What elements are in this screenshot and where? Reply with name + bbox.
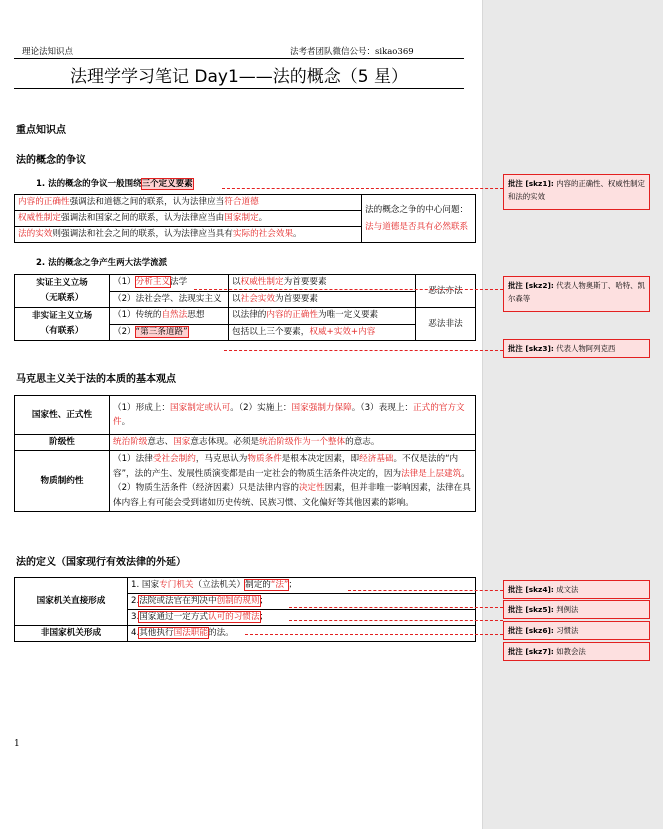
comment-tag: 批注 [skz1]:: [508, 179, 554, 188]
t4-line-2: 2.法院或法官在判决中创制的规则；: [128, 594, 476, 610]
positivism-label: [15, 275, 110, 308]
t4-l4-r: 国法职能: [173, 628, 208, 638]
analytical-school-suffix: 法学: [170, 277, 188, 288]
t4-l3-box: [139, 612, 259, 622]
t3-p2b: 因素，但并非唯一影响因素，法律在具体内容上有可能会受到诸如历史传统、民族习惯、文化偏好等其他因素的影响。: [113, 483, 471, 508]
table1-r2a: 权威性制定: [18, 213, 61, 223]
title-rule: [14, 88, 464, 89]
comment-tag: 批注 [skz3]:: [508, 344, 554, 353]
item1-prefix: 1. 法的概念的争议一般围绕: [36, 179, 142, 189]
comment-skz6[interactable]: [503, 621, 650, 640]
header-left: 理论法知识点: [22, 47, 74, 57]
connector-7: [245, 634, 503, 635]
item2-heading: 2. 法的概念之争产生两大法学流派: [36, 258, 168, 268]
t3-content-3: [110, 451, 476, 512]
np-d1-a: 以法律的: [232, 310, 267, 321]
non-positivism-label: [15, 308, 110, 341]
table1-r3b: 则强调法和社会之间的联系，认为法律应当具有: [52, 229, 233, 239]
connector-4: [348, 590, 503, 591]
t3-r1-c: 。（3）表现上：: [351, 403, 414, 413]
np-s1-b: 思想: [187, 310, 205, 321]
positivism-desc-2: [229, 291, 416, 308]
t4-line-1: 1. 国家专门机关（立法机关）制定的“法”；: [128, 578, 476, 594]
connector-3: [224, 350, 503, 351]
nonpos-school-2: [110, 324, 229, 341]
subsection-heading-1: 法的概念的争议: [16, 155, 86, 166]
t4-l4-b: 其他执行: [139, 628, 174, 638]
t4-label-1: 国家机关直接形成: [15, 578, 128, 626]
t3-p1c: 是根本决定因素，即: [281, 454, 360, 464]
t4-l3-r: 认可的习惯法: [207, 612, 260, 622]
comment-text: 内容的正确性、权威性制定和法的实效: [508, 179, 645, 201]
t3-p2r: 决定性: [298, 483, 325, 493]
t3-r2-b: 意志体现。必须是: [190, 437, 260, 447]
law-definition-table: [14, 577, 476, 642]
comment-text: 代表人物阿列克西: [556, 344, 616, 353]
page-number: 1: [14, 739, 20, 749]
comment-tag: 批注 [skz4]:: [508, 585, 554, 594]
nonpos-right: 恶法非法: [416, 308, 476, 341]
nonpos-label-2: （有联系）: [40, 326, 84, 336]
p-desc2-r: 社会实效: [240, 293, 275, 304]
np-d1-r: 内容的正确性: [266, 310, 318, 321]
np-s1-a: （1）传统的: [113, 310, 162, 321]
t3-p1e: 。: [461, 468, 470, 479]
table1-r1a: 内容的正确性: [18, 197, 70, 207]
t3-r1-b: 。（2）实施上：: [230, 403, 292, 413]
t3-p1d: 。不仅是法的“内容”，法的产生、发展性质演变都是由一定社会的物质生活条件决定的，因为: [113, 454, 459, 479]
header-right: 法考者团队微信公号：sikao369: [290, 47, 414, 57]
t3-r2-r1: 统治阶级: [113, 437, 148, 447]
t4-l1-r: 专门机关: [159, 580, 194, 590]
np-d2-r: 权威+实效+内容: [309, 326, 376, 337]
p-desc1-r: 权威性制定: [240, 277, 284, 288]
comment-tag: 批注 [skz7]:: [508, 647, 554, 656]
t4-l3-a: 3.: [131, 612, 140, 622]
connector-6: [289, 620, 503, 621]
comment-text: 代表人物奥斯丁、哈特、凯尔森等: [508, 281, 645, 303]
t4-l2-box: [139, 596, 259, 606]
nonpos-desc-1: [229, 308, 416, 325]
t3-label-1: 国家性、正式性: [15, 396, 110, 435]
header-rule: [14, 58, 464, 59]
t3-label-2: 阶级性: [15, 435, 110, 451]
t4-l1-box: [245, 580, 288, 590]
p-desc1-a: 以: [232, 277, 241, 288]
section-heading: 重点知识点: [16, 125, 66, 136]
np-d1-b: 为唯一定义要素: [317, 310, 379, 321]
table1-right2: 法与道德是否具有必然联系: [365, 221, 469, 232]
p-desc1-b: 为首要要素: [283, 277, 327, 288]
table1-r2c: 国家制定: [224, 213, 259, 223]
t3-r2-r3: 统治阶级作为一个整体: [259, 437, 346, 447]
comment-skz5[interactable]: [503, 600, 650, 619]
p-desc2-b: 为首要要素: [275, 293, 318, 304]
comment-skz1[interactable]: [503, 174, 650, 210]
t3-p1r4: 法律是上层建筑: [401, 468, 462, 479]
table1-row3: 法的实效则强调法和社会之间的联系，认为法律应当具有实际的社会效果。: [15, 227, 362, 243]
t4-l4-a: 4.: [131, 628, 140, 638]
t3-r1-r2: 国家强制力保障: [291, 403, 352, 413]
t3-p1r2: 物质条件: [247, 454, 282, 464]
table1-right1: 法的概念之争的中心问题：: [365, 204, 469, 215]
t3-content-2: [110, 435, 476, 451]
connector-2: [194, 289, 503, 290]
subsection-heading-2: 马克思主义关于法的本质的基本观点: [16, 374, 176, 385]
t3-r1-r3: 正式的官方文件: [113, 403, 465, 427]
table1-row1: [15, 195, 362, 211]
positivism-right: 恶法亦法: [416, 275, 476, 308]
connector-5: [289, 607, 503, 608]
comment-skz3[interactable]: [503, 339, 650, 358]
item1-heading: [36, 177, 193, 189]
t3-p1b: ，马克思认为: [195, 454, 248, 464]
analytical-school: 分析主义: [135, 277, 171, 288]
marxism-table: [14, 395, 476, 512]
t4-l2-r: 创制的规则: [216, 596, 260, 606]
positivism-label-2: （无联系）: [40, 293, 84, 303]
t4-line-3: 3.国家通过一定方式认可的习惯法；: [128, 610, 476, 626]
t3-p1r3: 经济基础: [359, 454, 394, 464]
comment-text: 判例法: [556, 605, 579, 614]
positivism-school-2: （2）法社会学、法现实主义: [110, 291, 229, 308]
np-s2-a: （2）: [113, 326, 136, 337]
table1-r2b: 强调法和国家之间的联系，认为法律应当由: [60, 213, 225, 223]
page-title: 法理学学习笔记 Day1——法的概念（5 星）: [69, 67, 408, 87]
table1-r1b: 强调法和道德之间的联系，认为法律应当: [69, 197, 225, 207]
t4-l1-a: 1. 国家: [131, 580, 160, 590]
t4-l2-a: 2.: [131, 596, 140, 606]
nonpos-desc-2: [229, 324, 416, 341]
t3-r2-c: 的意志。: [345, 437, 380, 447]
table1-right: [362, 195, 476, 243]
comment-skz7[interactable]: [503, 642, 650, 661]
comment-margin: [482, 0, 663, 829]
np-d2-a: 包括以上三个要素，: [232, 326, 310, 337]
t3-label-3: 物质制约性: [15, 451, 110, 512]
table1-row2: 权威性制定强调法和国家之间的联系，认为法律应当由国家制定。: [15, 211, 362, 227]
schools-num: （1）: [113, 277, 136, 288]
t3-r2-a: 意志、: [147, 437, 174, 447]
t3-r1-r1: 国家制定或认可: [170, 403, 231, 413]
t3-r1-d: 。: [121, 417, 131, 427]
table1-r3c: 实际的社会效果: [232, 229, 294, 239]
t4-l1-r2: “法”: [270, 580, 289, 590]
t3-p1r1: 受社会制约: [152, 454, 196, 464]
t3-r2-r2: 国家: [173, 437, 191, 447]
t4-l2-b: 法院或法官在判决中: [139, 596, 217, 606]
t4-l1-b: （立法机关）: [193, 580, 246, 590]
subsection-heading-3: 法的定义（国家现行有效法律的外延）: [16, 557, 186, 568]
table1-r1c: 符合道德: [224, 197, 259, 207]
t4-label-2: 非国家机关形成: [15, 626, 128, 642]
comment-tag: 批注 [skz5]:: [508, 605, 554, 614]
comment-tag: 批注 [skz6]:: [508, 626, 554, 635]
comment-skz2[interactable]: [503, 276, 650, 312]
third-way: “第三条道路”: [135, 326, 188, 337]
t4-l3-b: 国家通过一定方式: [139, 612, 208, 622]
t3-p2a: （2）物质生活条件（经济因素）只是法律内容的: [113, 483, 299, 493]
definition-elements-table: [14, 194, 476, 243]
nonpos-label-1: 非实证主义立场: [31, 311, 93, 321]
np-s1-r: 自然法: [161, 310, 188, 321]
comment-skz4[interactable]: [503, 580, 650, 599]
t4-l4-box: [139, 628, 208, 638]
comment-tag: 批注 [skz2]:: [508, 281, 554, 290]
positivism-label-1: 实证主义立场: [36, 278, 88, 288]
item1-highlight: 三个定义要素: [141, 179, 193, 189]
t4-l1-c: 制定的: [245, 580, 271, 590]
schools-table: [14, 274, 476, 341]
t3-p1a: （1）法律: [113, 454, 153, 464]
t3-r1-a: （1）形成上：: [113, 403, 171, 413]
comment-text: 习惯法: [556, 626, 579, 635]
connector-1: [222, 188, 503, 189]
p-desc2-a: 以: [232, 293, 241, 304]
comment-text: 成文法: [556, 585, 579, 594]
table1-r3a: 法的实效: [18, 229, 53, 239]
comment-text: 如教会法: [556, 647, 586, 656]
t3-content-1: [110, 396, 476, 435]
nonpos-school-1: [110, 308, 229, 325]
t4-l4-c: 的法。: [207, 628, 234, 638]
